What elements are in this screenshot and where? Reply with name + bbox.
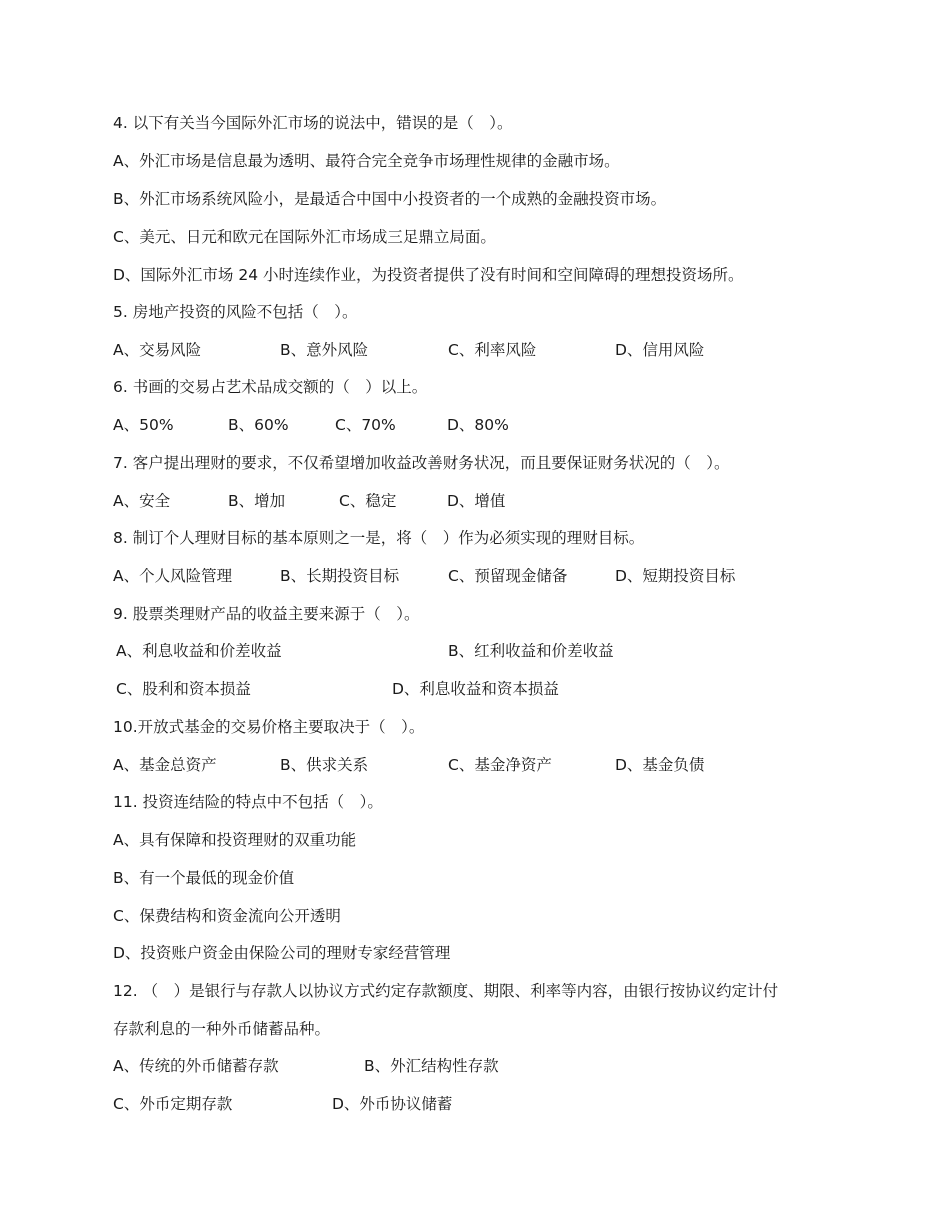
option-7b: B、增加 (228, 492, 286, 510)
option-8d: D、短期投资目标 (615, 567, 736, 585)
question-11: 11. 投资连结险的特点中不包括（ ）。 (113, 793, 383, 811)
option-5b: B、意外风险 (280, 341, 369, 359)
option-10d: D、基金负债 (615, 756, 705, 774)
option-7d: D、增值 (447, 492, 506, 510)
option-9b: B、红利收益和价差收益 (448, 642, 614, 660)
option-8c: C、预留现金储备 (448, 567, 568, 585)
option-10c: C、基金净资产 (448, 756, 552, 774)
option-9a: A、利息收益和价差收益 (116, 642, 282, 660)
option-11c: C、保费结构和资金流向公开透明 (113, 907, 341, 925)
option-12a: A、传统的外币储蓄存款 (113, 1057, 279, 1075)
option-10a: A、基金总资产 (113, 756, 217, 774)
option-10b: B、供求关系 (280, 756, 369, 774)
option-11d: D、投资账户资金由保险公司的理财专家经营管理 (113, 944, 451, 962)
question-12-line1: 12. （ ）是银行与存款人以协议方式约定存款额度、期限、利率等内容，由银行按协议约定计付 (113, 982, 779, 1000)
option-8a: A、个人风险管理 (113, 567, 233, 585)
question-9: 9. 股票类理财产品的收益主要来源于（ ）。 (113, 605, 420, 623)
option-6a: A、50% (113, 416, 174, 434)
question-12-line2: 存款利息的一种外币储蓄品种。 (113, 1020, 331, 1038)
question-7: 7. 客户提出理财的要求，不仅希望增加收益改善财务状况，而且要保证财务状况的（ ）。 (113, 454, 730, 472)
option-9c: C、股利和资本损益 (116, 680, 251, 698)
question-10: 10.开放式基金的交易价格主要取决于（ ）。 (113, 718, 425, 736)
option-8b: B、长期投资目标 (280, 567, 400, 585)
question-8: 8. 制订个人理财目标的基本原则之一是，将（ ）作为必须实现的理财目标。 (113, 529, 645, 547)
question-5: 5. 房地产投资的风险不包括（ ）。 (113, 303, 358, 321)
option-4c: C、美元、日元和欧元在国际外汇市场成三足鼎立局面。 (113, 228, 496, 246)
option-7c: C、稳定 (339, 492, 397, 510)
option-12c: C、外币定期存款 (113, 1095, 233, 1113)
option-7a: A、安全 (113, 492, 171, 510)
option-5d: D、信用风险 (615, 341, 705, 359)
option-6d: D、80% (447, 416, 509, 434)
option-5a: A、交易风险 (113, 341, 202, 359)
option-6b: B、60% (228, 416, 289, 434)
question-4: 4. 以下有关当今国际外汇市场的说法中，错误的是（ ）。 (113, 114, 513, 132)
option-4a: A、外汇市场是信息最为透明、最符合完全竞争市场理性规律的金融市场。 (113, 152, 620, 170)
option-11a: A、具有保障和投资理财的双重功能 (113, 831, 357, 849)
option-6c: C、70% (335, 416, 396, 434)
option-5c: C、利率风险 (448, 341, 537, 359)
option-9d: D、利息收益和资本损益 (392, 680, 559, 698)
option-4b: B、外汇市场系统风险小，是最适合中国中小投资者的一个成熟的金融投资市场。 (113, 190, 667, 208)
question-6: 6. 书画的交易占艺术品成交额的（ ）以上。 (113, 378, 428, 396)
option-4d: D、国际外汇市场 24 小时连续作业，为投资者提供了没有时间和空间障碍的理想投资场所。 (113, 266, 744, 284)
option-11b: B、有一个最低的现金价值 (113, 869, 295, 887)
option-12b: B、外汇结构性存款 (364, 1057, 499, 1075)
option-12d: D、外币协议储蓄 (332, 1095, 453, 1113)
